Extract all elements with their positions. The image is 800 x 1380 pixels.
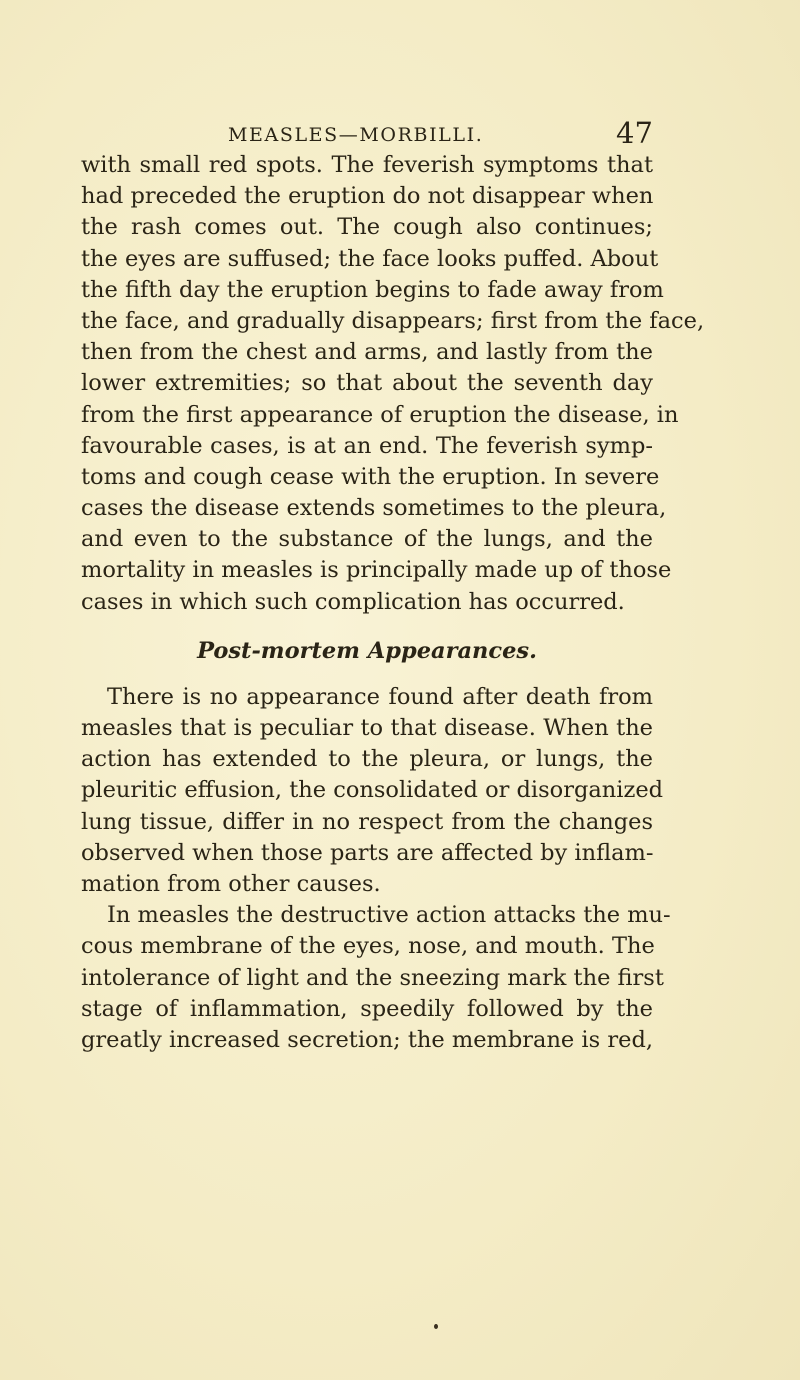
text-line: had preceded the eruption do not disappear when bbox=[81, 183, 654, 210]
running-title: MEASLES—MORBILLI. bbox=[228, 124, 484, 146]
text-line: the eyes are suffused; the face looks puffed. About bbox=[81, 245, 659, 272]
text-line: lung tissue, differ in no respect from the changes bbox=[81, 808, 653, 835]
paragraph-mucous-membrane bbox=[81, 900, 671, 1056]
text-line: mortality in measles is principally made up of those bbox=[81, 557, 672, 584]
text-line: cous membrane of the eyes, nose, and mouth. The bbox=[81, 933, 655, 960]
text-line: then from the chest and arms, and lastly from the bbox=[81, 339, 653, 366]
text-line: action has extended to the pleura, or lungs, the bbox=[81, 746, 653, 773]
text-line: cases in which such complication has occurred. bbox=[81, 588, 625, 615]
text-line: intolerance of light and the sneezing mark the first bbox=[81, 964, 664, 991]
text-line: lower extremities; so that about the seventh day bbox=[81, 370, 653, 397]
text-line: greatly increased secretion; the membrane is red, bbox=[81, 1026, 653, 1053]
text-line: stage of inflammation, speedily followed by the bbox=[81, 995, 653, 1022]
text-line: and even to the substance of the lungs, and the bbox=[81, 526, 653, 553]
text-line: pleuritic effusion, the consolidated or disorganized bbox=[81, 777, 664, 804]
text-line: the rash comes out. The cough also continues; bbox=[81, 214, 653, 241]
text-line: observed when those parts are affected by inflam- bbox=[81, 839, 654, 866]
text-line: the fifth day the eruption begins to fade away from bbox=[81, 276, 664, 303]
paragraph-continued bbox=[81, 150, 705, 618]
text-line: from the first appearance of eruption the disease, in bbox=[81, 401, 679, 428]
text-line: There is no appearance found after death from bbox=[107, 683, 653, 710]
paragraph-post-mortem bbox=[81, 682, 664, 900]
text-line: mation from other causes. bbox=[81, 870, 381, 897]
paper-speck bbox=[434, 1324, 438, 1329]
body-text bbox=[81, 150, 705, 1056]
text-line: cases the disease extends sometimes to the pleura, bbox=[81, 495, 667, 522]
text-line: measles that is peculiar to that disease. When the bbox=[81, 715, 653, 741]
text-line: favourable cases, is at an end. The feverish symp- bbox=[81, 432, 653, 459]
page-number: 47 bbox=[616, 116, 653, 150]
text-line: toms and cough cease with the eruption. In severe bbox=[81, 463, 660, 490]
text-line: with small red spots. The feverish symptoms that bbox=[81, 152, 653, 178]
text-line: the face, and gradually disappears; first from the face, bbox=[81, 307, 705, 334]
section-heading: Post-mortem Appearances. bbox=[197, 637, 537, 664]
text-line: In measles the destructive action attacks the mu- bbox=[107, 902, 671, 929]
